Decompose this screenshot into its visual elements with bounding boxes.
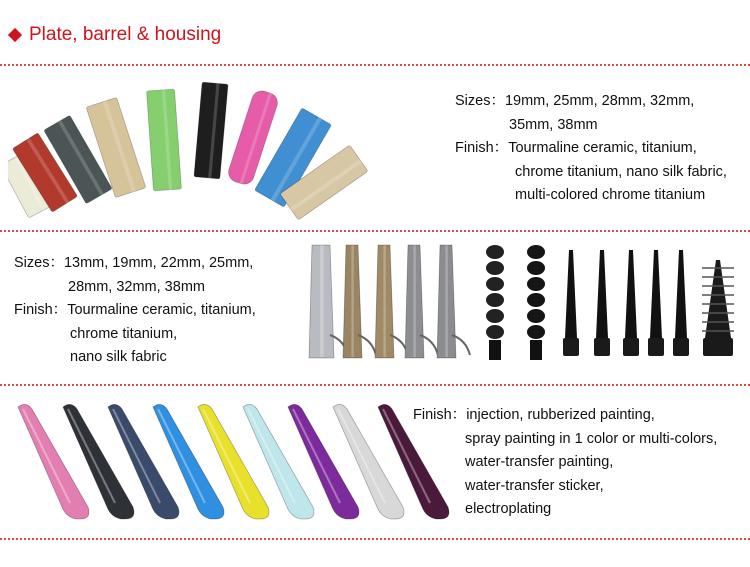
barrel-sample xyxy=(623,250,639,356)
spiral-segment xyxy=(527,277,545,291)
header-title: Plate, barrel & housing xyxy=(29,24,222,45)
divider-bottom xyxy=(0,538,750,540)
barrel-highlight xyxy=(383,245,385,357)
spiral-segment xyxy=(527,261,545,275)
barrel-highlight xyxy=(320,245,324,357)
barrel-sample xyxy=(702,260,734,356)
plate-finish-value: Tourmaline ceramic, titanium, xyxy=(508,140,697,156)
housing-finish-value: electroplating xyxy=(465,501,552,517)
housing-finish-value: water-transfer painting, xyxy=(465,454,614,470)
barrel-sample xyxy=(648,250,664,356)
spiral-segment xyxy=(486,309,504,323)
divider-1 xyxy=(0,230,750,232)
plate-sample xyxy=(194,82,228,179)
housing-finish-value: spray painting in 1 color or multi-colors, xyxy=(465,430,718,447)
barrel-finish-label: Finish： xyxy=(14,302,68,318)
barrel-rod xyxy=(650,250,662,338)
spiral-segment xyxy=(486,261,504,275)
barrel-base xyxy=(703,338,733,356)
barrel-base xyxy=(594,338,610,356)
housing-finish-label: Finish： xyxy=(413,407,467,423)
barrel-highlight xyxy=(413,245,415,357)
barrel-samples-image xyxy=(300,240,740,370)
divider-top xyxy=(0,64,750,66)
spiral-segment xyxy=(527,245,545,259)
barrel-sample xyxy=(375,245,408,358)
plate-finish-value: chrome titanium, nano silk fabric, xyxy=(515,163,727,180)
spiral-segment xyxy=(486,325,504,339)
plate-spec xyxy=(455,90,727,208)
barrel-sizes-value: 13mm, 19mm, 22mm, 25mm, xyxy=(63,255,254,271)
plate-sample xyxy=(147,89,182,191)
housing-spec xyxy=(413,404,717,522)
spiral-segment xyxy=(486,245,504,259)
spiral-segment xyxy=(527,325,545,339)
plate-finish-value: multi-colored chrome titanium xyxy=(515,187,706,203)
spiral-segment xyxy=(527,293,545,307)
plate-samples-image xyxy=(8,75,368,220)
barrel-highlight xyxy=(351,245,353,357)
housing-finish-value: injection, rubberized painting, xyxy=(466,407,655,423)
barrel-highlight xyxy=(445,245,447,357)
spiral-segment xyxy=(527,309,545,323)
barrel-spec xyxy=(14,252,256,370)
housing-highlight xyxy=(23,409,70,503)
spiral-segment xyxy=(486,293,504,307)
barrel-base xyxy=(563,338,579,356)
plate-finish-label: Finish： xyxy=(455,140,509,156)
barrel-rod xyxy=(705,260,731,338)
section-header xyxy=(8,22,221,48)
plate-sizes-value: 35mm, 38mm xyxy=(509,116,598,133)
barrel-sample xyxy=(437,245,470,358)
barrel-base xyxy=(530,340,542,360)
barrel-sample xyxy=(309,245,348,358)
housing-samples-image xyxy=(10,395,450,530)
barrel-sample xyxy=(405,245,438,358)
barrel-sample xyxy=(486,245,504,360)
barrel-sizes-value: 28mm, 32mm, 38mm xyxy=(68,278,205,295)
barrel-sample xyxy=(527,245,545,360)
barrel-rod xyxy=(565,250,577,338)
barrel-sizes-label: Sizes： xyxy=(14,255,64,271)
plate-sizes-value: 19mm, 25mm, 28mm, 32mm, xyxy=(504,93,695,109)
barrel-rod xyxy=(675,250,687,338)
barrel-finish-value: nano silk fabric xyxy=(70,349,167,365)
diamond-bullet-icon xyxy=(8,28,22,42)
barrel-base xyxy=(673,338,689,356)
barrel-rod xyxy=(596,250,608,338)
barrel-finish-value: chrome titanium, xyxy=(70,325,178,342)
barrel-base xyxy=(489,340,501,360)
divider-2 xyxy=(0,384,750,386)
barrel-base xyxy=(648,338,664,356)
barrel-sample xyxy=(343,245,376,358)
barrel-finish-value: Tourmaline ceramic, titanium, xyxy=(67,302,256,318)
spiral-segment xyxy=(486,277,504,291)
housing-finish-value: water-transfer sticker, xyxy=(465,477,604,494)
barrel-rod xyxy=(625,250,637,338)
barrel-base xyxy=(623,338,639,356)
plate-sizes-label: Sizes： xyxy=(455,93,505,109)
barrel-sample xyxy=(673,250,689,356)
barrel-sample xyxy=(563,250,579,356)
barrel-sample xyxy=(594,250,610,356)
